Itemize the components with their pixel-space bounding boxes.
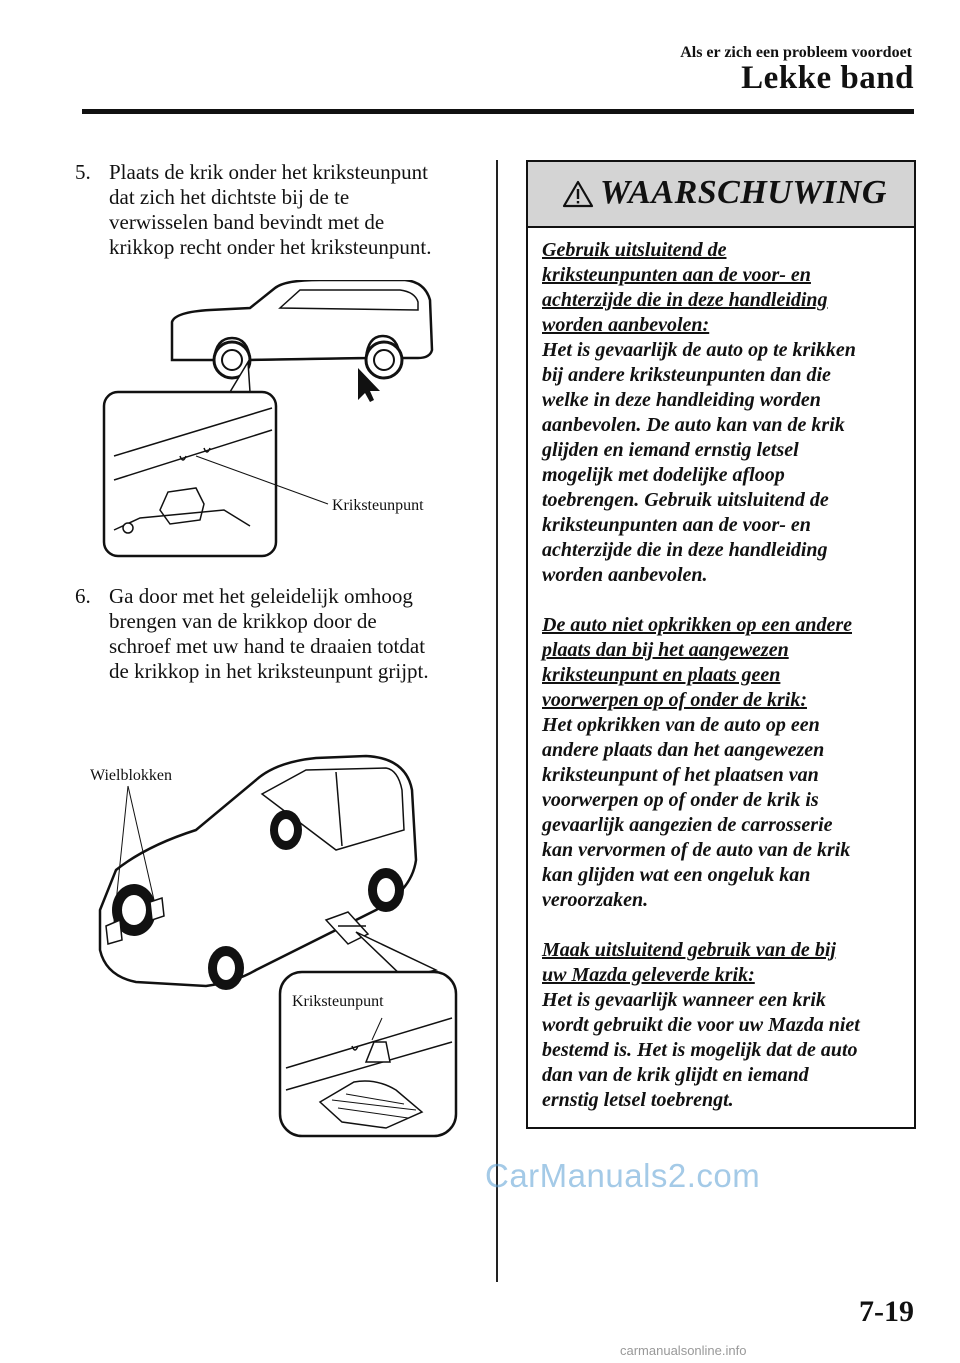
heading-line: worden aanbevolen: <box>542 314 710 336</box>
text-line: Het is gevaarlijk wanneer een krik <box>542 989 826 1011</box>
warning-section-heading <box>542 938 904 988</box>
warning-box <box>526 160 916 1129</box>
text-line: bij andere kriksteunpunten dan die <box>542 364 831 386</box>
heading-line: Gebruik uitsluitend de <box>542 239 727 261</box>
heading-line: uw Mazda geleverde krik: <box>542 964 755 986</box>
heading-line: voorwerpen op of onder de krik: <box>542 689 807 711</box>
text-line: kan glijden wat een ongeluk kan <box>542 864 811 886</box>
wheel-hub-shape <box>122 895 146 925</box>
wheel-blocks-illustration <box>86 750 466 1140</box>
figure-jack-point <box>100 280 470 560</box>
heading-line: Maak uitsluitend gebruik van de bij <box>542 939 836 961</box>
text-line: toebrengen. Gebruik uitsluitend de <box>542 489 829 511</box>
wheel-hub-shape <box>374 350 394 370</box>
wheel-hub-shape <box>377 878 395 902</box>
step-line: Ga door met het geleidelijk omhoog <box>109 584 413 608</box>
wheel-block-shape <box>150 898 164 920</box>
heading-line: De auto niet opkrikken op een andere <box>542 614 852 636</box>
car-window-shape <box>280 290 418 310</box>
warning-section-heading <box>542 613 904 713</box>
text-line: kriksteunpunten aan de voor- en <box>542 514 811 536</box>
step-line: verwisselen band bevindt met de <box>109 210 385 234</box>
warning-section-text <box>542 713 904 913</box>
warning-section-heading <box>542 238 904 338</box>
step-number: 5. <box>75 160 91 184</box>
text-line: mogelijk met dodelijke afloop <box>542 464 785 486</box>
warning-section-text <box>542 988 904 1113</box>
text-line: Het is gevaarlijk de auto op te krikken <box>542 339 856 361</box>
warning-body <box>542 238 904 1138</box>
wheel-hub-shape <box>278 819 294 841</box>
figure-label-jack-point: Kriksteunpunt <box>332 497 424 514</box>
heading-line: plaats dan bij het aangewezen <box>542 639 789 661</box>
text-line: gevaarlijk aangezien de carrosserie <box>542 814 833 836</box>
step-number: 6. <box>75 584 91 608</box>
warning-section-text <box>542 338 904 588</box>
jack-point-illustration <box>100 280 470 560</box>
step-line: krikkop recht onder het kriksteunpunt. <box>109 235 432 259</box>
warning-title: WAARSCHUWING <box>600 174 887 211</box>
figure-wheel-blocks <box>86 750 466 1140</box>
text-line: wordt gebruikt die voor uw Mazda niet <box>542 1014 860 1036</box>
header-divider <box>82 109 914 114</box>
text-line: veroorzaken. <box>542 889 649 911</box>
text-line: kan vervormen of de auto van de krik <box>542 839 851 861</box>
text-line: worden aanbevolen. <box>542 564 708 586</box>
text-line: kriksteunpunt of het plaatsen van <box>542 764 819 786</box>
step-line: de krikkop in het kriksteunpunt grijpt. <box>109 659 429 683</box>
text-line: Het opkrikken van de auto op een <box>542 714 820 736</box>
page-title: Lekke band <box>741 60 914 96</box>
text-line: andere plaats dan het aangewezen <box>542 739 825 761</box>
text-line: welke in deze handleiding worden <box>542 389 821 411</box>
text-line: ernstig letsel toebrengt. <box>542 1089 734 1111</box>
step-6 <box>75 584 475 684</box>
step-text <box>109 160 475 260</box>
text-line: achterzijde die in deze handleiding <box>542 539 828 561</box>
step-line: Plaats de krik onder het kriksteunpunt <box>109 160 429 184</box>
warning-header <box>528 162 914 228</box>
step-text <box>109 584 475 684</box>
step-line: schroef met uw hand te draaien totdat <box>109 634 426 658</box>
jack-head-shape <box>160 488 204 524</box>
pivot-shape <box>123 523 133 533</box>
figure-label-jack-point: Kriksteunpunt <box>292 993 384 1010</box>
heading-line: achterzijde die in deze handleiding <box>542 289 828 311</box>
step-line: brengen van de krikkop door de <box>109 609 377 633</box>
warning-triangle-icon <box>562 180 594 213</box>
section-subtitle: Als er zich een probleem voordoet <box>680 44 912 61</box>
text-line: aanbevolen. De auto kan van de krik <box>542 414 845 436</box>
wheel-hub-shape <box>222 350 242 370</box>
text-line: glijden en iemand ernstig letsel <box>542 439 799 461</box>
step-5 <box>75 160 475 260</box>
wheel-hub-shape <box>217 956 235 980</box>
text-line: bestemd is. Het is mogelijk dat de auto <box>542 1039 858 1061</box>
page-number: 7-19 <box>859 1295 914 1328</box>
figure-label-wheel-blocks: Wielblokken <box>90 767 172 784</box>
heading-line: kriksteunpunt en plaats geen <box>542 664 781 686</box>
heading-line: kriksteunpunten aan de voor- en <box>542 264 811 286</box>
column-divider <box>496 160 498 1282</box>
text-line: dan van de krik glijdt en iemand <box>542 1064 809 1086</box>
text-line: voorwerpen op of onder de krik is <box>542 789 819 811</box>
watermark-logo: CarManuals2.com <box>485 1157 761 1194</box>
step-line: dat zich het dichtste bij de te <box>109 185 350 209</box>
footer-watermark: carmanualsonline.info <box>620 1343 747 1358</box>
